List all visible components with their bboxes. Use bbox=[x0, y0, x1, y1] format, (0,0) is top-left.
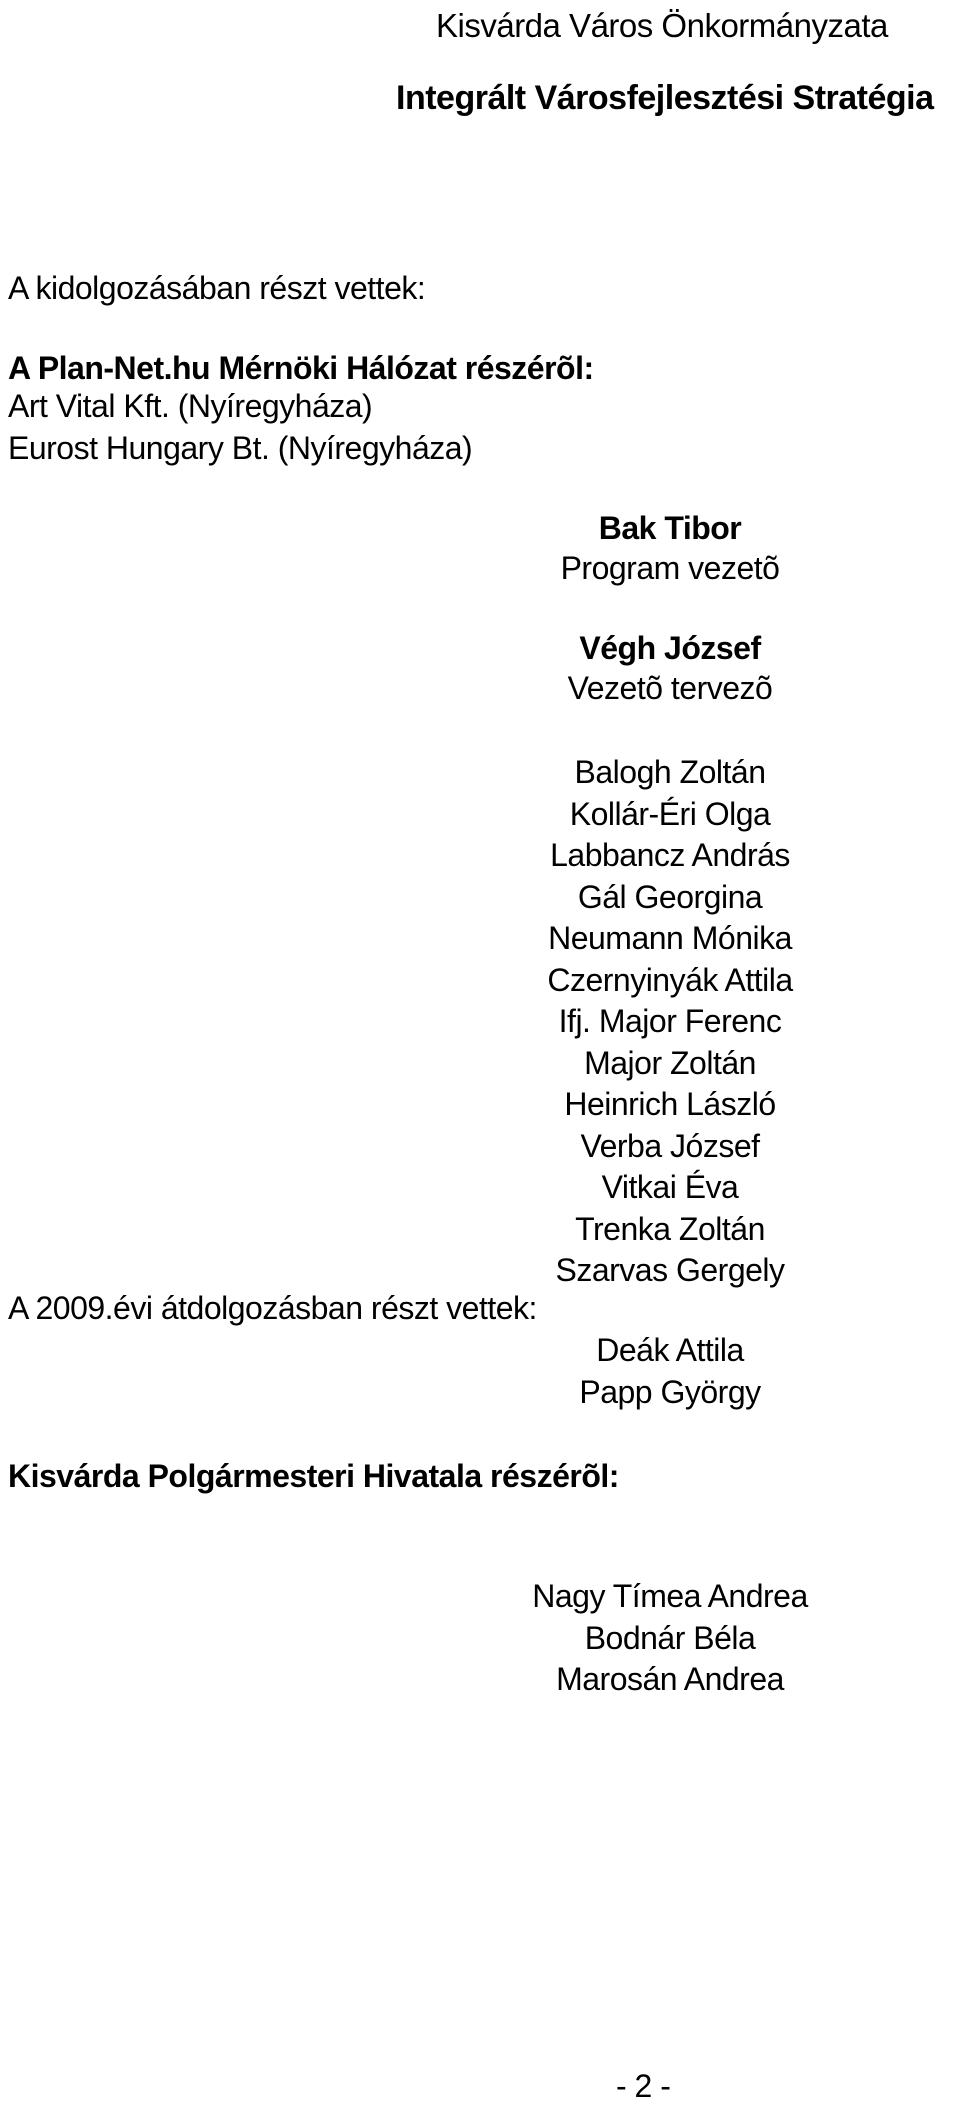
partner-1: Art Vital Kft. (Nyíregyháza) bbox=[8, 388, 373, 424]
team-member: Neumann Mónika bbox=[548, 920, 792, 956]
hivatal-heading: Kisvárda Polgármesteri Hivatala részérõl: bbox=[8, 1458, 619, 1494]
hivatal-member: Bodnár Béla bbox=[584, 1619, 756, 1656]
municipality-name: Kisvárda Város Önkormányzata bbox=[436, 7, 888, 44]
leader-role: Program vezetõ bbox=[560, 550, 780, 586]
team-list bbox=[490, 752, 850, 1292]
leader-role: Vezetõ tervezõ bbox=[567, 670, 773, 706]
hivatal-member: Nagy Tímea Andrea bbox=[532, 1578, 808, 1614]
team-member: Trenka Zoltán bbox=[575, 1210, 765, 1247]
leader-block-1 bbox=[490, 508, 850, 588]
team-member: Gál Georgina bbox=[577, 878, 763, 915]
team-member: Vitkai Éva bbox=[601, 1169, 739, 1205]
leader-name: Végh József bbox=[579, 630, 761, 666]
revision-2009-label: A 2009.évi átdolgozásban részt vettek: bbox=[8, 1290, 537, 1326]
team-member: Major Zoltán bbox=[584, 1044, 756, 1081]
document-title: Integrált Városfejlesztési Stratégia bbox=[396, 79, 934, 117]
page-number: - 2 - bbox=[616, 2068, 671, 2104]
team-member: Heinrich László bbox=[564, 1086, 776, 1122]
leader-block-2 bbox=[490, 628, 850, 708]
team-member: Balogh Zoltán bbox=[574, 754, 766, 790]
hivatal-names bbox=[505, 1576, 835, 1701]
team-member: Szarvas Gergely bbox=[555, 1252, 785, 1288]
partner-2: Eurost Hungary Bt. (Nyíregyháza) bbox=[8, 430, 473, 466]
revision-member: Deák Attila bbox=[596, 1332, 744, 1368]
team-member: Verba József bbox=[580, 1127, 760, 1164]
hivatal-member: Marosán Andrea bbox=[556, 1661, 784, 1697]
team-member: Ifj. Major Ferenc bbox=[558, 1003, 782, 1039]
team-member: Czernyinyák Attila bbox=[547, 961, 793, 998]
revision-2009-names bbox=[490, 1330, 850, 1413]
org-heading: A Plan-Net.hu Mérnöki Hálózat részérõl: bbox=[8, 350, 594, 386]
team-member: Kollár-Éri Olga bbox=[569, 795, 771, 832]
revision-member: Papp György bbox=[579, 1373, 761, 1410]
leader-name: Bak Tibor bbox=[598, 510, 742, 546]
team-member: Labbancz András bbox=[550, 837, 790, 873]
contributors-intro: A kidolgozásában részt vettek: bbox=[8, 270, 426, 306]
